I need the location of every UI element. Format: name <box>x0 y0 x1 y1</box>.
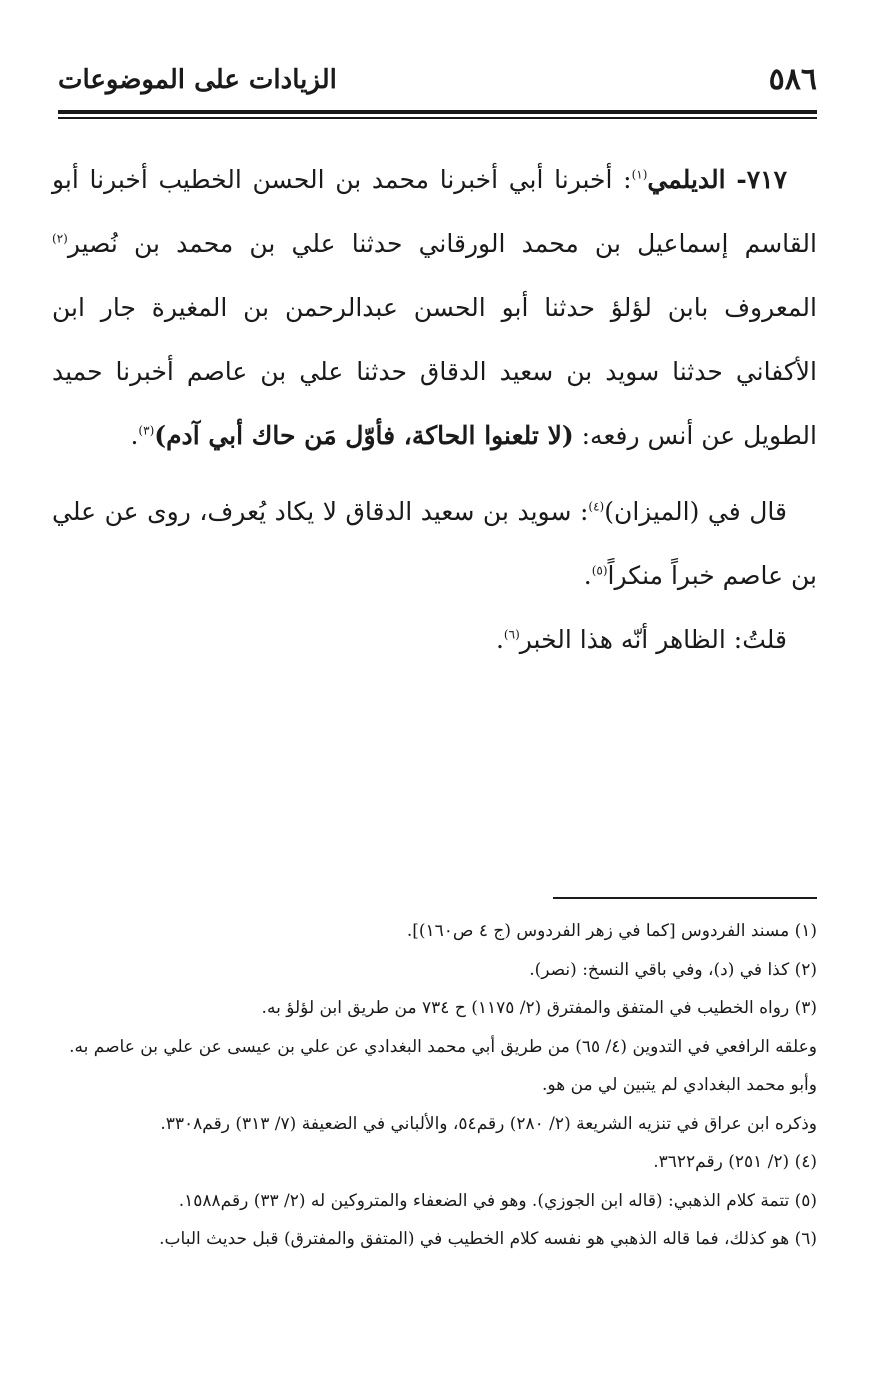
footnote-ref-1[interactable]: (١) <box>631 167 648 182</box>
note-paragraph <box>52 608 817 672</box>
footnote-ref-6[interactable]: (٦) <box>503 627 520 642</box>
comment-paragraph <box>52 480 817 608</box>
footnote-3-cont-c: وذكره ابن عراق في تنزيه الشريعة (٢/ ٢٨٠) رقم٥٤، والألباني في الضعيفة (٧/ ٣١٣) رقم٣٣٠٨. <box>160 1113 817 1134</box>
hadith-end: . <box>130 421 139 450</box>
page-header <box>58 60 817 100</box>
page-number: ٥٨٦ <box>768 62 817 97</box>
hadith-source: الديلمي <box>647 165 726 194</box>
running-title: الزيادات على الموضوعات <box>58 65 337 95</box>
header-rule-thick <box>58 110 817 114</box>
footnote-ref-3[interactable]: (٣) <box>138 423 155 438</box>
note-text: قلتُ: الظاهر أنّه هذا الخبر <box>519 625 787 654</box>
comment-text-2: : سويد بن سعيد الدقاق لا يكاد يُعرف، روى عن علي بن عاصم خبراً منكراً <box>52 497 817 590</box>
hadith-matn: (لا تلعنوا الحاكة، فأوّل مَن حاك أبي آدم) <box>154 421 574 450</box>
note-end: . <box>495 625 504 654</box>
footnote-2: (٢) كذا في (د)، وفي باقي النسخ: (نصر). <box>529 959 817 980</box>
main-text <box>52 148 817 672</box>
footnote-ref-2[interactable]: (٢) <box>52 231 68 246</box>
footnote-5: (٥) تتمة كلام الذهبي: (قاله ابن الجوزي). وهو في الضعفاء والمتروكين له (٢/ ٣٣) رقم١٥٨٨. <box>178 1190 817 1211</box>
footnote-separator <box>553 897 817 899</box>
comment-text-1: قال في (الميزان) <box>604 497 787 526</box>
comment-end: . <box>583 561 592 590</box>
footnote-1: (١) مسند الفردوس [كما في زهر الفردوس (ج ٤ ص١٦٠)]. <box>406 921 817 941</box>
footnote-4: (٤) (٢/ ٢٥١) رقم٣٦٢٢. <box>653 1152 817 1172</box>
footnote-3-cont-a: وعلقه الرافعي في التدوين (٤/ ٦٥) من طريق أبي محمد البغدادي عن علي بن عيسى عن علي بن عاصم به. <box>69 1036 817 1057</box>
footnote-ref-5[interactable]: (٥) <box>591 563 608 578</box>
header-rule-thin <box>58 117 817 119</box>
isnad-text-2: المعروف بابن لؤلؤ حدثنا أبو الحسن عبدالرحمن بن المغيرة جار ابن الأكفاني حدثنا سويد بن سعيد الدقاق حدثنا علي بن عاصم أخبرنا حميد الطويل عن أنس رفعه: <box>52 293 817 450</box>
footnote-ref-4[interactable]: (٤) <box>588 499 605 514</box>
hadith-paragraph <box>52 148 817 468</box>
footnote-3-cont-b: وأبو محمد البغدادي لم يتبين لي من هو. <box>542 1075 817 1095</box>
footnote-6: (٦) هو كذلك، فما قاله الذهبي هو نفسه كلام الخطيب في (المتفق والمفترق) قبل حديث الباب. <box>159 1229 817 1249</box>
hadith-number: ٧١٧- <box>736 165 788 194</box>
isnad-text-1: : أخبرنا أبي أخبرنا محمد بن الحسن الخطيب أخبرنا أبو القاسم إسماعيل بن محمد الورقاني حدثنا علي بن محمد بن نُصير <box>52 165 817 258</box>
footnote-3: (٣) رواه الخطيب في المتفق والمفترق (٢/ ١١٧٥) ح ٧٣٤ من طريق ابن لؤلؤ به. <box>261 998 817 1018</box>
footnotes <box>52 912 817 1259</box>
